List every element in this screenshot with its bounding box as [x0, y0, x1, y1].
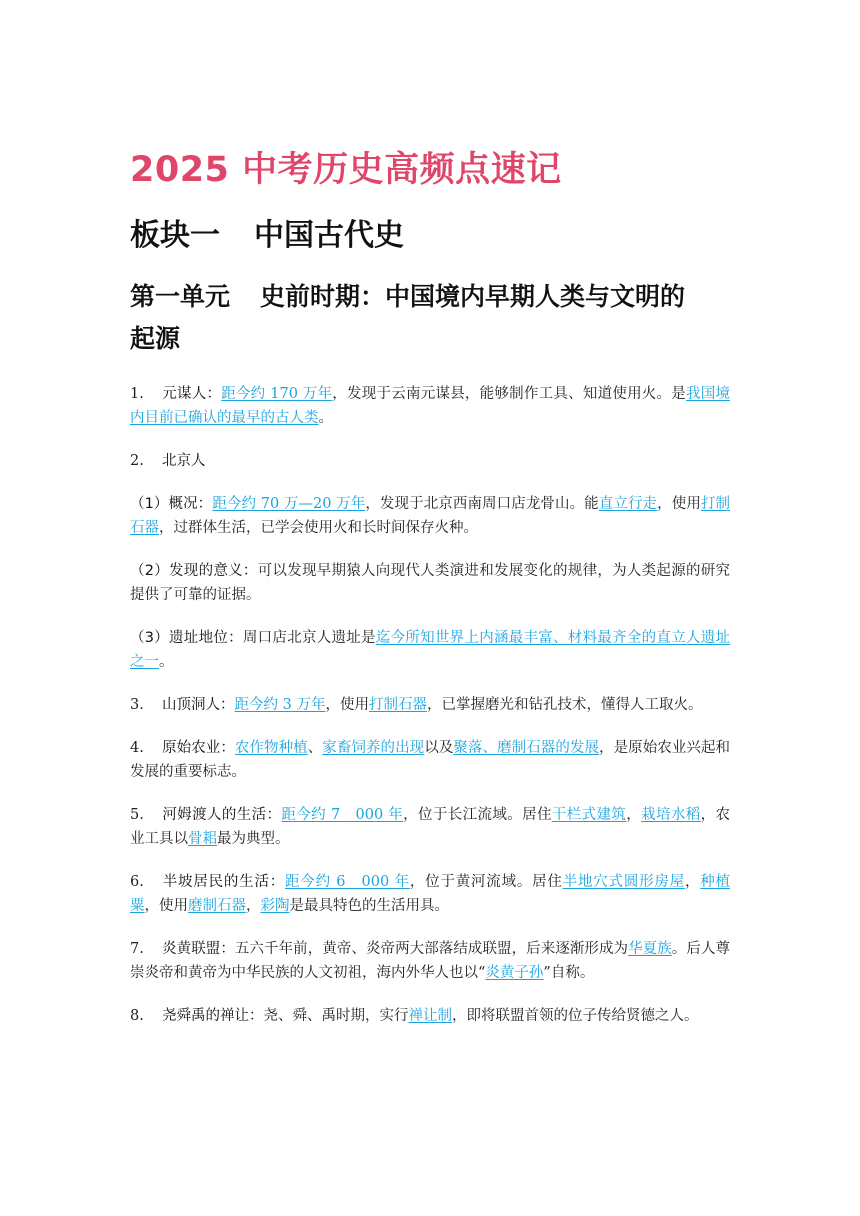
item-heading: 河姆渡人的生活： — [162, 807, 282, 823]
body-text: 以及 — [424, 740, 454, 756]
highlighted-key-term: 距今约 7 000 年 — [281, 807, 404, 823]
body-text: ， — [684, 874, 701, 890]
section-name: 中国古代史 — [254, 218, 404, 253]
highlighted-key-term: 彩陶 — [260, 898, 290, 914]
highlighted-key-term: 打制石器 — [368, 697, 427, 713]
knowledge-point — [130, 803, 730, 851]
knowledge-point — [130, 937, 730, 985]
highlighted-key-term: 距今约 70 万—20 万年 — [212, 496, 366, 512]
item-heading: （3）遗址地位： — [130, 630, 243, 646]
highlighted-key-term: 打制石器 — [130, 496, 731, 536]
highlighted-key-term: 干栏式建筑 — [551, 807, 627, 823]
highlighted-key-term: 磨制石器 — [188, 898, 246, 914]
knowledge-point-list — [130, 382, 730, 1028]
knowledge-point — [130, 449, 730, 473]
highlighted-key-term: 家畜饲养的出现 — [322, 740, 425, 756]
highlighted-key-term: 栽培水稻 — [641, 807, 701, 823]
item-number: 7. — [130, 941, 144, 957]
body-text: 是最具特色的生活用具。 — [289, 898, 449, 914]
body-text: ，即将联盟首领的位子传给贤德之人。 — [452, 1008, 699, 1024]
body-text: 、 — [307, 740, 323, 756]
document-title: 2025 中考历史高频点速记 — [130, 150, 562, 190]
body-text: ，过群体生活，已学会使用火和长时间保存火种。 — [159, 520, 478, 536]
body-text: 可以发现早期猿人向现代人类演进和发展变化的规律，为人类起源的研究提供了可靠的证据。 — [130, 563, 730, 603]
highlighted-key-term: 迄今所知世界上内涵最丰富、材料最齐全的直立人遗址之一 — [130, 630, 731, 670]
body-text: ， — [246, 898, 261, 914]
section-part: 板块一 — [130, 218, 220, 253]
document-content — [130, 148, 730, 1047]
body-text: 。 — [159, 654, 174, 670]
highlighted-key-term: 半地穴式圆形房屋 — [562, 874, 685, 890]
highlighted-key-term: 农作物种植 — [234, 740, 308, 756]
item-heading: 半坡居民的生活： — [162, 874, 286, 890]
knowledge-point — [130, 870, 730, 918]
knowledge-point — [130, 736, 730, 784]
section-title — [130, 216, 730, 256]
body-text: ”自称。 — [543, 965, 595, 981]
body-text: ，使用 — [144, 898, 188, 914]
item-heading: 炎黄联盟： — [162, 941, 235, 957]
body-text: ，已掌握磨光和钻孔技术，懂得人工取火。 — [426, 697, 703, 713]
knowledge-point — [130, 559, 730, 607]
body-text: ，发现于北京西南周口店龙骨山。能 — [365, 496, 599, 512]
unit-name-line2: 起源 — [130, 324, 181, 353]
body-text: ，位于长江流域。居住 — [403, 807, 552, 823]
knowledge-point — [130, 693, 730, 717]
item-heading: 原始农业： — [162, 740, 235, 756]
highlighted-key-term: 禅让制 — [408, 1008, 452, 1024]
body-text: 。 — [318, 410, 333, 426]
body-text: ，发现于云南元谋县，能够制作工具、知道使用火。是 — [332, 386, 687, 402]
item-number: 4. — [130, 740, 144, 756]
body-text: 尧、舜、禹时期，实行 — [263, 1008, 409, 1024]
unit-part: 第一单元 — [130, 282, 231, 311]
highlighted-key-term: 距今约 3 万年 — [234, 697, 326, 713]
highlighted-key-term: 距今约 170 万年 — [221, 386, 333, 402]
highlighted-key-term: 距今约 6 000 年 — [285, 874, 410, 890]
body-text: ，使用 — [325, 697, 369, 713]
knowledge-point — [130, 1004, 730, 1028]
item-number: 2. — [130, 453, 144, 469]
knowledge-point — [130, 626, 730, 674]
body-text: 。后人尊崇炎帝和黄帝为中华民族的人文初祖，海内外华人也以“ — [130, 941, 731, 981]
knowledge-point — [130, 382, 730, 430]
item-number: 8. — [130, 1008, 144, 1024]
item-heading: （1）概况： — [130, 496, 213, 512]
body-text: ， — [626, 807, 642, 823]
unit-title — [130, 276, 730, 360]
knowledge-point — [130, 492, 730, 540]
item-number: 5. — [130, 807, 144, 823]
item-heading: 尧舜禹的禅让： — [162, 1008, 264, 1024]
body-text: 五六千年前，黄帝、炎帝两大部落结成联盟，后来逐渐形成为 — [234, 941, 629, 957]
highlighted-key-term: 种植粟 — [130, 874, 731, 914]
item-heading: （2）发现的意义： — [130, 563, 258, 579]
item-number: 1. — [130, 386, 144, 402]
body-text: ，位于黄河流域。居住 — [409, 874, 563, 890]
item-heading: 山顶洞人： — [162, 697, 235, 713]
body-text: ，使用 — [657, 496, 701, 512]
highlighted-key-term: 直立行走 — [598, 496, 658, 512]
body-text: 周口店北京人遗址是 — [242, 630, 376, 646]
item-heading: 元谋人： — [162, 386, 222, 402]
highlighted-key-term: 我国境内目前已确认的最早的古人类 — [130, 386, 731, 426]
body-text: ，是原始农业兴起和发展的重要标志。 — [130, 740, 731, 780]
body-text: ，农业工具以 — [130, 807, 731, 847]
highlighted-key-term: 华夏族 — [628, 941, 672, 957]
highlighted-key-term: 聚落、磨制石器的发展 — [453, 740, 600, 756]
highlighted-key-term: 炎黄子孙 — [485, 965, 544, 981]
item-number: 6. — [130, 874, 144, 890]
item-heading: 北京人 — [162, 453, 206, 469]
highlighted-key-term: 骨耜 — [188, 831, 217, 847]
item-number: 3. — [130, 697, 144, 713]
unit-name-line1: 史前时期：中国境内早期人类与文明的 — [260, 282, 686, 311]
body-text: 最为典型。 — [217, 831, 290, 847]
